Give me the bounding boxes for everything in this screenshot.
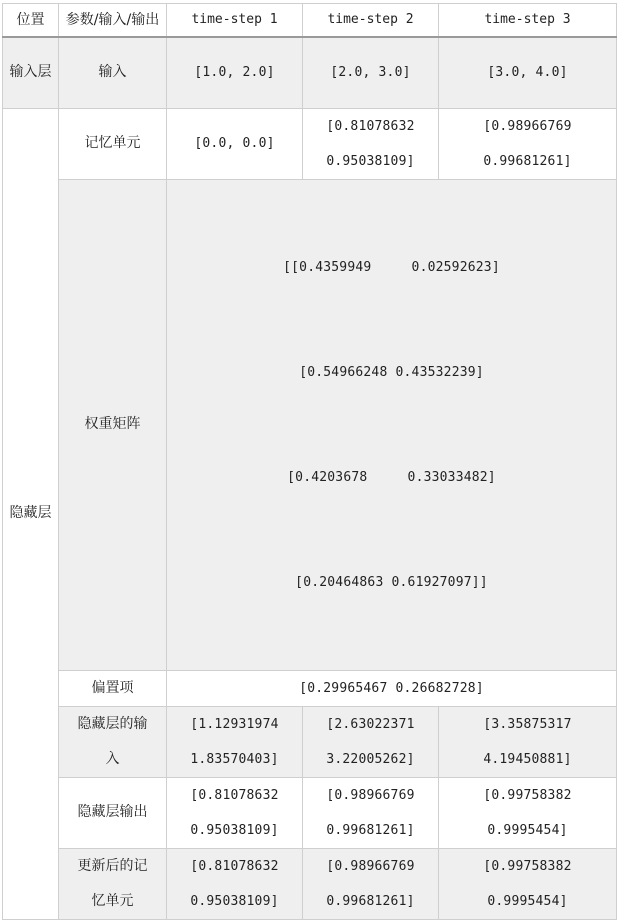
hidden-input-step1 [167,706,303,777]
header-step1: time-step 1 [167,4,303,38]
weights-line2: [0.54966248 0.43532239] [299,364,484,380]
updated-memory-label-line1: 更新后的记 [77,857,148,874]
updated-memory-step3 [439,848,617,919]
weights-line4: [0.20464863 0.61927097]] [295,574,488,590]
header-param [59,4,167,38]
header-row [3,4,617,38]
hidden-input-label [59,706,167,777]
hidden-output-step1 [167,777,303,848]
updated-memory-label-line2: 忆单元 [91,892,134,909]
memory-step1: [0.0, 0.0] [167,108,303,179]
hidden-input-step3 [439,706,617,777]
header-position: 位置 [3,4,59,38]
hidden-input-label-line2: 入 [105,750,120,767]
bias-row [3,670,617,706]
weights-row [3,179,617,670]
hidden-output-step3-line2: 0.9995454] [487,822,568,838]
input-label: 输入 [59,37,167,108]
hidden-output-step2-line1: [0.98966769 [326,787,415,803]
weights-matrix [167,179,617,670]
memory-label: 记忆单元 [59,108,167,179]
input-step1: [1.0, 2.0] [167,37,303,108]
weights-line3: [0.4203678 0.33033482] [287,469,496,485]
input-row [3,37,617,108]
input-position [3,37,59,108]
memory-step3 [439,108,617,179]
rnn-steps-table [2,3,617,920]
hidden-output-step3 [439,777,617,848]
hidden-output-step3-line1: [0.99758382 [483,787,572,803]
hidden-position-label: 隐藏层 [9,505,52,521]
updated-memory-row [3,848,617,919]
hidden-input-step2-line1: [2.63022371 [326,716,415,732]
hidden-input-step3-line2: 4.19450881] [483,751,572,767]
updated-memory-step1-line2: 0.95038109] [190,893,279,909]
input-position-label: 输入层 [9,64,52,81]
memory-step3-line1: [0.98966769 [483,118,572,134]
hidden-input-step2 [303,706,439,777]
hidden-position [3,108,59,919]
input-step3: [3.0, 4.0] [439,37,617,108]
updated-memory-step3-line1: [0.99758382 [483,858,572,874]
weights-label: 权重矩阵 [59,179,167,670]
hidden-output-step2 [303,777,439,848]
memory-step3-line2: 0.99681261] [483,153,572,169]
memory-step2-line1: [0.81078632 [326,118,415,134]
hidden-output-step1-line2: 0.95038109] [190,822,279,838]
updated-memory-step3-line2: 0.9995454] [487,893,568,909]
updated-memory-step1 [167,848,303,919]
updated-memory-step2-line1: [0.98966769 [326,858,415,874]
bias-label: 偏置项 [59,670,167,706]
header-step3: time-step 3 [439,4,617,38]
bias-value: [0.29965467 0.26682728] [167,670,617,706]
input-step2: [2.0, 3.0] [303,37,439,108]
hidden-input-step3-line1: [3.35875317 [483,716,572,732]
updated-memory-step2 [303,848,439,919]
hidden-output-row [3,777,617,848]
weights-line1: [[0.4359949 0.02592623] [283,259,500,275]
hidden-input-label-line1: 隐藏层的输 [77,715,148,732]
memory-step2-line2: 0.95038109] [326,153,415,169]
hidden-input-row [3,706,617,777]
hidden-input-step1-line2: 1.83570403] [190,751,279,767]
memory-step2 [303,108,439,179]
hidden-output-label: 隐藏层输出 [59,777,167,848]
hidden-output-step1-line1: [0.81078632 [190,787,279,803]
memory-row [3,108,617,179]
header-step2: time-step 2 [303,4,439,38]
updated-memory-step2-line2: 0.99681261] [326,893,415,909]
updated-memory-step1-line1: [0.81078632 [190,858,279,874]
hidden-input-step2-line2: 3.22005262] [326,751,415,767]
hidden-input-step1-line1: [1.12931974 [190,716,279,732]
updated-memory-label [59,848,167,919]
hidden-output-step2-line2: 0.99681261] [326,822,415,838]
header-param-label: 参数/输入/输出 [65,12,160,28]
